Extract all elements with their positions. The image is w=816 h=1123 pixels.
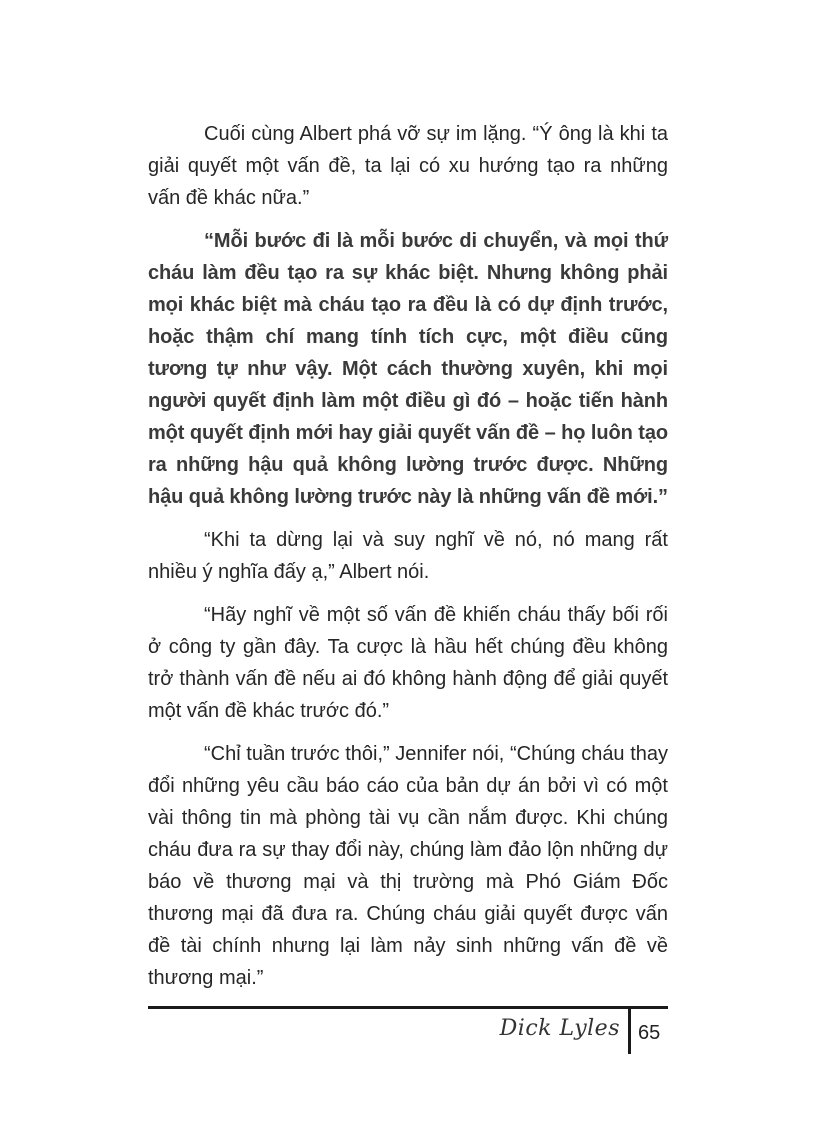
footer-divider [628, 1009, 631, 1054]
footer-author: Dick Lyles [499, 1016, 620, 1041]
page-number: 65 [638, 1022, 661, 1044]
footer-rule [148, 1006, 668, 1009]
paragraph-4: “Hãy nghĩ về một số vấn đề khiến cháu thấy bối rối ở công ty gần đây. Ta cược là hầu hết chúng đều không trở thành vấn đề nếu ai đó không hành động để giải quyết một vấn đề khác trước đó.” [148, 604, 668, 722]
paragraph-1: Cuối cùng Albert phá vỡ sự im lặng. “Ý ông là khi ta giải quyết một vấn đề, ta lại có xu hướng tạo ra những vấn đề khác nữa.” [148, 123, 668, 209]
paragraph-2-quote: “Mỗi bước đi là mỗi bước di chuyển, và mọi thứ cháu làm đều tạo ra sự khác biệt. Nhưng không phải mọi khác biệt mà cháu tạo ra đều là có dự định trước, hoặc thậm chí mang tính tích cực, một điều cũng tương tự như vậy. Một cách thường xuyên, khi mọi người quyết định làm một điều gì đó – hoặc tiến hành một quyết định mới hay giải quyết vấn đề – họ luôn tạo ra những hậu quả không lường trước được. Những hậu quả không lường trước này là những vấn đề mới.” [148, 230, 668, 508]
paragraph-3: “Khi ta dừng lại và suy nghĩ về nó, nó mang rất nhiều ý nghĩa đấy ạ,” Albert nói. [148, 529, 668, 583]
body-text [148, 118, 668, 1005]
paragraph-5: “Chỉ tuần trước thôi,” Jennifer nói, “Chúng cháu thay đổi những yêu cầu báo cáo của bản dự án bởi vì có một vài thông tin mà phòng tài vụ cần nắm được. Khi chúng cháu đưa ra sự thay đổi này, chúng làm đảo lộn những dự báo về thương mại và thị trường mà Phó Giám Đốc thương mại đã đưa ra. Chúng cháu giải quyết được vấn đề tài chính nhưng lại làm nảy sinh những vấn đề về thương mại.” [148, 743, 668, 989]
